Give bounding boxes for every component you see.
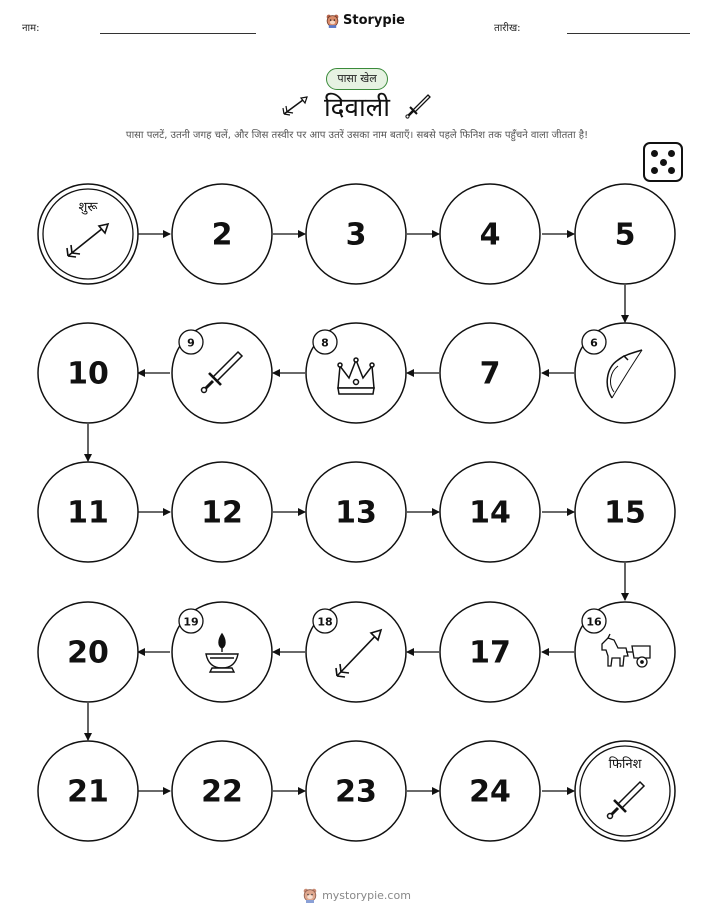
board-space xyxy=(440,323,540,423)
board-space xyxy=(38,741,138,841)
space-number: 22 xyxy=(201,774,243,810)
space-number: 21 xyxy=(67,774,109,810)
board-space-start xyxy=(38,184,138,284)
space-number: 15 xyxy=(604,495,646,531)
board-space xyxy=(306,462,406,562)
space-number: 4 xyxy=(479,217,501,253)
space-number: 14 xyxy=(469,495,511,531)
board-space xyxy=(38,323,138,423)
footer-site[interactable]: mystorypie.com xyxy=(322,889,411,902)
space-number: 10 xyxy=(67,356,109,392)
space-badge-number: 8 xyxy=(321,336,329,350)
start-label: शुरू xyxy=(78,200,98,215)
board-space xyxy=(306,184,406,284)
board-space-finish xyxy=(575,741,675,841)
space-number: 17 xyxy=(469,635,511,671)
space-number: 2 xyxy=(211,217,233,253)
board-space-picture xyxy=(575,323,675,423)
board-space xyxy=(440,741,540,841)
footer xyxy=(0,888,714,903)
board-space xyxy=(440,602,540,702)
name-label: नाम: xyxy=(22,23,40,34)
board-space-picture xyxy=(306,323,406,423)
board-space-picture xyxy=(306,602,406,702)
space-number: 12 xyxy=(201,495,243,531)
space-badge-number: 9 xyxy=(187,336,195,350)
board-space-picture xyxy=(575,602,675,702)
board-space-picture xyxy=(172,323,272,423)
board-space xyxy=(575,462,675,562)
board-space xyxy=(172,462,272,562)
board-space xyxy=(575,184,675,284)
space-number: 20 xyxy=(67,635,109,671)
finish-label: फिनिश xyxy=(608,757,642,772)
space-badge-number: 16 xyxy=(586,615,602,629)
space-number: 5 xyxy=(614,217,636,253)
space-number: 24 xyxy=(469,774,511,810)
board-space xyxy=(38,602,138,702)
space-number: 13 xyxy=(335,495,377,531)
space-badge-number: 19 xyxy=(183,615,199,629)
space-number: 11 xyxy=(67,495,109,531)
board-space xyxy=(440,184,540,284)
bear-logo-icon xyxy=(303,888,317,903)
space-badge-number: 6 xyxy=(590,336,598,350)
space-badge-number: 18 xyxy=(317,615,333,629)
board-space xyxy=(38,462,138,562)
game-type-badge: पासा खेल xyxy=(326,68,388,90)
board-space xyxy=(172,741,272,841)
board-space xyxy=(172,184,272,284)
page-title: दिवाली xyxy=(323,93,391,123)
date-label: तारीख: xyxy=(494,23,521,34)
board-space-picture xyxy=(172,602,272,702)
brand-name: Storypie xyxy=(343,13,405,28)
space-number: 3 xyxy=(345,217,367,253)
board-space xyxy=(306,741,406,841)
space-number: 23 xyxy=(335,774,377,810)
space-number: 7 xyxy=(479,356,501,392)
board-space xyxy=(440,462,540,562)
instructions-text: पासा पलटें, उतनी जगह चलें, और जिस तस्वीर पर आप उतरें उसका नाम बताएँ। सबसे पहले फिनिश तक पहुँचने वाला जीतता है! xyxy=(125,130,589,141)
